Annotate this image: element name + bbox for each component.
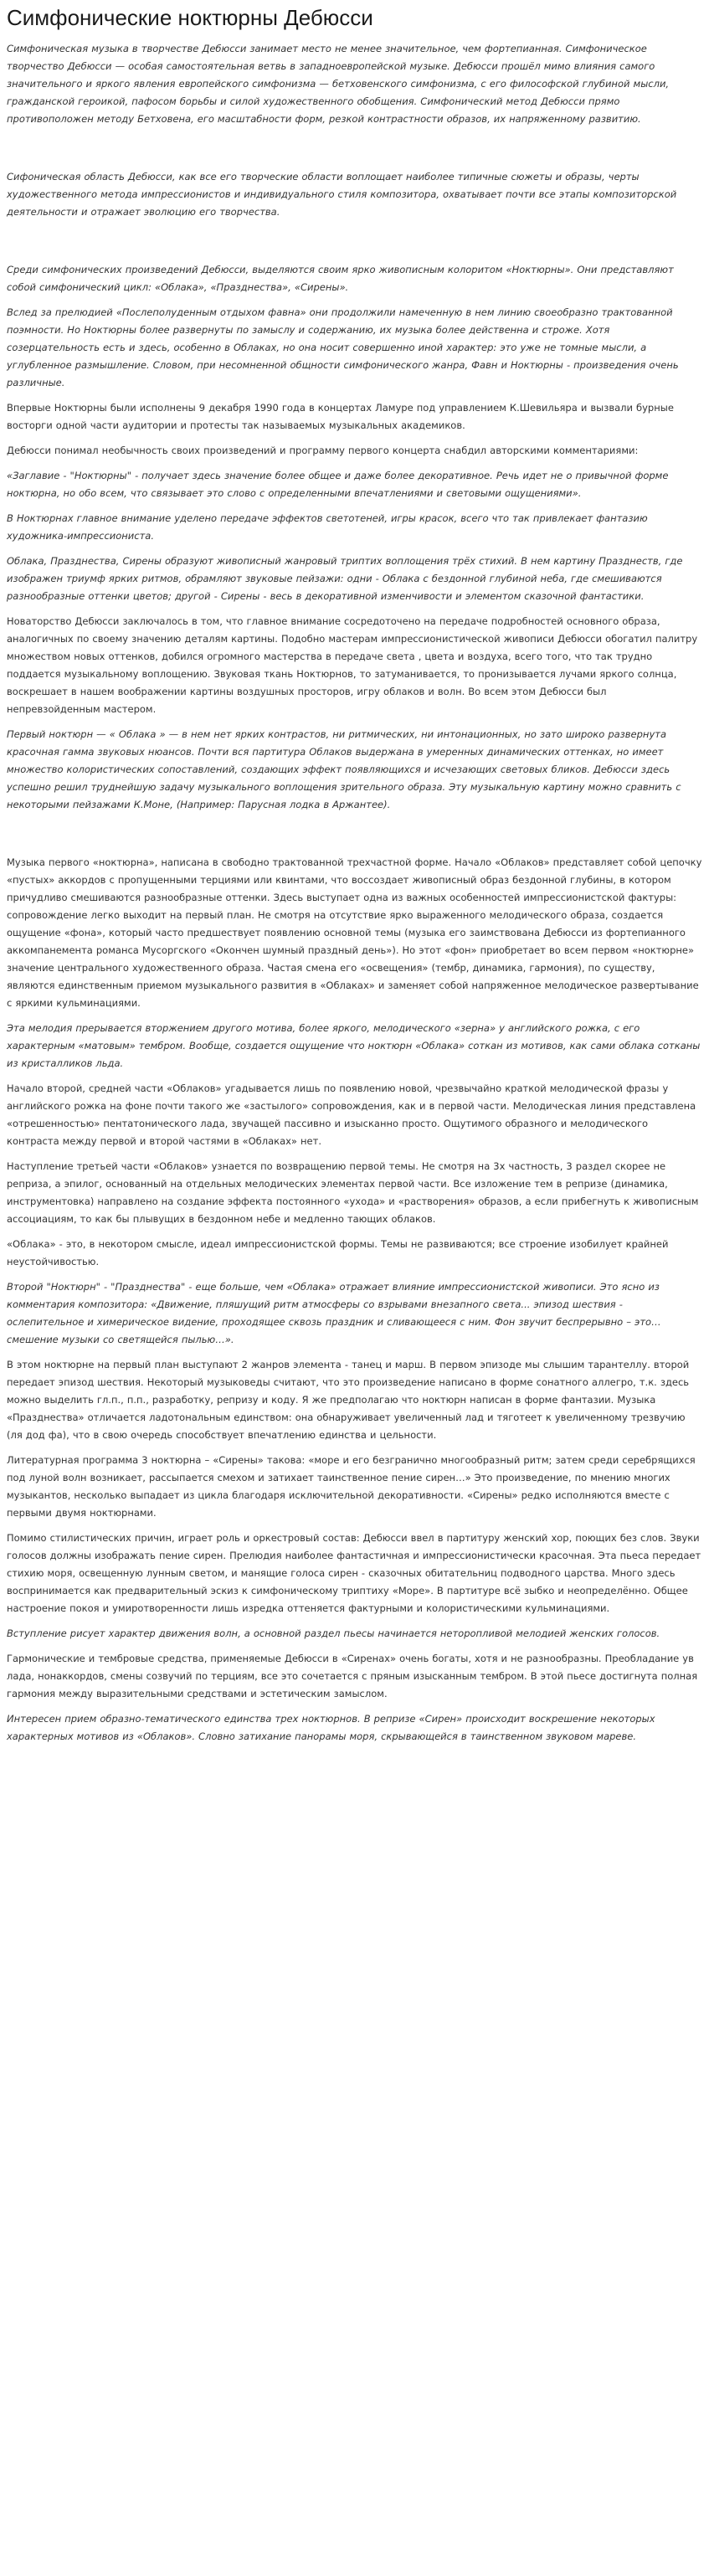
- article-paragraph: Среди симфонических произведений Дебюсси, выделяются своим ярко живописным колоритом «Ноктюрны». Они представляют собой симфонический цикл: «Облака», «Празднества», «Сирены».: [7, 264, 674, 293]
- article-paragraph: «Облака» - это, в некотором смысле, идеал импрессионистской формы. Темы не развиваются; все строение изобилует крайней неустойчивостью.: [7, 1238, 669, 1267]
- article-paragraph: Помимо стилистических причин, играет роль и оркестровый состав: Дебюсси ввел в партитуру женский хор, поющих без слов. Звуки голосов должны изображать пение сирен. Прелюдия наиболее фантастичная и импрессионистически красочная. Эта пьеса передает стихию моря, освещенную лунным светом, и манящие голоса сирен - сказочных обитательниц подводного царства. Много здесь воспринимается как предварительный эскиз к симфоническому триптиху «Море». В партитуре всё зыбко и неопределённо. Общее настроение покоя и умиротворенности лишь изредка оттеняется фактурными и колористическими кульминациями.: [7, 1532, 701, 1614]
- page-title: Симфонические ноктюрны Дебюсси: [7, 5, 373, 30]
- article-paragraph: Первый ноктюрн — « Облака » — в нем нет ярких контрастов, ни ритмических, ни интонационных, но зато широко развернута красочная гамма звуковых нюансов. Почти вся партитура Облаков выдержана в умеренных динамических оттенках, но имеет множество колористических сопоставлений, создающих эффект появляющихся и исчезающих световых бликов. Дебюсси здесь успешно решил труднейшую задачу музыкального воплощения зрительного образа. Эту музыкальную картину можно сравнить с некоторыми пейзажами К.Моне, (Например: Парусная лодка в Аржантее).: [7, 728, 681, 810]
- article-body: [7, 40, 702, 1746]
- article-paragraph: Симфоническая музыка в творчестве Дебюсси занимает место не менее значительное, чем фортепианная. Симфоническое творчество Дебюсси — особая самостоятельная ветвь в западноевропейской музыке. Дебюсси прошёл мимо влияния самого значительного и яркого явления европейского симфонизма — бетховенского симфонизма, с его философской глубиной мысли, гражданской героикой, пафосом борьбы и силой художественного обобщения. Симфонический метод Дебюсси прямо противоположен методу Бетховена, его масштабности форм, резкой контрастности образов, их напряженному развитию.: [7, 43, 670, 125]
- article-paragraph: Впервые Ноктюрны были исполнены 9 декабря 1990 года в концертах Ламуре под управлением К.Шевильяра и вызвали бурные восторги одной части аудитории и протесты так называемых музыкальных академиков.: [7, 402, 674, 431]
- article-paragraph: Вслед за прелюдией «Послеполуденным отдыхом фавна» они продолжили намеченную в нем линию своеобразно трактованной поэмности. Но Ноктюрны более развернуты по замыслу и содержанию, их музыка более действенна и строже. Хотя созерцательность есть и здесь, особенно в Облаках, но она носит совершенно иной характер: это уже не томные мысли, а углубленное размышление. Словом, при несомненной общности симфонического жанра, Фавн и Ноктюрны - произведения очень различные.: [7, 306, 679, 388]
- article-paragraph: «Заглавие - "Ноктюрны" - получает здесь значение более общее и даже более декоративное. Речь идет не о привычной форме ноктюрна, но обо всем, что связывает это слово с определенными впечатлениями и световыми ощущениями».: [7, 470, 669, 499]
- article-paragraph: Дебюсси понимал необычность своих произведений и программу первого концерта снабдил авторскими комментариями:: [7, 445, 639, 456]
- article-paragraph: Интересен прием образно-тематического единства трех ноктюрнов. В репризе «Сирен» происходит воскрешение некоторых характерных мотивов из «Облаков». Словно затихание панорамы моря, скрывающейся в таинственном звуковом мареве.: [7, 1713, 655, 1742]
- article-paragraph: Музыка первого «ноктюрна», написана в свободно трактованной трехчастной форме. Начало «Облаков» представляет собой цепочку «пустых» аккордов с пропущенными терциями или квинтами, что воссоздает живописный образ бездонной глубины, в котором причудливо смешиваются разнообразные оттенки. Здесь выступает одна из важных особенностей импрессионистской фактуры: сопровождение легко выходит на первый план. Не смотря на отсутствие ярко выраженного мелодического образа, создается ощущение «фона», который часто предшествует появлению основной темы (музыка его заимствована Дебюсси из фортепианного аккомпанемента романса Мусоргского «Окончен шумный праздный день»). Но этот «фон» приобретает во всем первом «ноктюрне» значение центрального художественного образа. Частая смена его «освещения» (тембр, динамика, гармония), по существу, являются единственным приемом музыкального развития в «Облаках» и заменяет собой напряженное мелодическое развертывание с яркими кульминациями.: [7, 856, 702, 1009]
- article-paragraph: Гармонические и тембровые средства, применяемые Дебюсси в «Сиренах» очень богаты, хотя и не разнообразны. Преобладание ув лада, нонаккордов, смены созвучий по терциям, все это сочетается с пряным изысканным тембром. В этой пьесе достигнута полная гармония между выразительными средствами и эстетическим замыслом.: [7, 1653, 698, 1699]
- article-paragraph: Начало второй, средней части «Облаков» угадывается лишь по появлению новой, чрезвычайно краткой мелодической фразы у английского рожка на фоне почти такого же «застылого» сопровождения, как и в первой части. Мелодическая линия представлена «отрешенностью» пентатонического лада, звучащей пассивно и изысканно просто. Ощутимого образного и мелодического контраста между первой и второй частями в «Облаках» нет.: [7, 1082, 696, 1147]
- article-paragraph: Наступление третьей части «Облаков» узнается по возвращению первой темы. Не смотря на 3х частность, 3 раздел скорее не реприза, а эпилог, основанный на отдельных мелодических элементах первой части. Все изложение тем в репризе (динамика, инструментовка) направлено на создание эффекта постоянного «ухода» и «растворения» образов, а если прибегнуть к живописным ассоциациям, то как бы плывущих в бездонном небе и медленно тающих облаков.: [7, 1160, 699, 1225]
- article-paragraph: Облака, Празднества, Сирены образуют живописный жанровый триптих воплощения трёх стихий. В нем картину Празднеств, где изображен триумф ярких ритмов, обрамляют звуковые пейзажи: одни - Облака с бездонной глубиной неба, где смешиваются разнообразные оттенки цветов; другой - Сирены - весь в декоративной изменчивости и элементом сказочной фантастики.: [7, 555, 683, 602]
- article-paragraph: Вступление рисует характер движения волн, а основной раздел пьесы начинается неторопливой мелодией женских голосов.: [7, 1627, 660, 1639]
- article-paragraph: Второй "Ноктюрн" - "Празднества" - еще больше, чем «Облака» отражает влияние импрессионистской живописи. Это ясно из комментария композитора: «Движение, пляшущий ритм атмосферы со взрывами внезапного света... эпизод шествия - ослепительное и химерическое видение, проходящее сквозь праздник и сливающееся с ним. Фон звучит беспрерывно – это… смешение музыки со светящейся пылью…».: [7, 1281, 661, 1345]
- article-paragraph: В этом ноктюрне на первый план выступают 2 жанров элемента - танец и марш. В первом эпизоде мы слышим тарантеллу. второй передает эпизод шествия. Некоторый музыковеды считают, что это произведение написано в форме сонатного аллегро, т.к. здесь можно выделить гл.п., п.п., разработку, репризу и коду. Я же предполагаю что ноктюрн написан в форме фантазии. Музыка «Празднества» отличается ладотональным единством: она обнаруживает увеличенный лад и тяготеет к увеличенному трезвучию (ля дод фа), что в свою очередь способствует впечатлению единства и цельности.: [7, 1359, 690, 1441]
- article-paragraph: Эта мелодия прерывается вторжением другого мотива, более яркого, мелодического «зерна» у английского рожка, с его характерным «матовым» тембром. Вообще, создается ощущение что ноктюрн «Облака» соткан из мотивов, как сами облака сотканы из кристалликов льда.: [7, 1022, 701, 1069]
- article-paragraph: Литературная программа 3 ноктюрна – «Сирены» такова: «море и его безгранично многообразный ритм; затем среди серебрящихся под луной волн возникает, рассыпается смехом и затихает таинственное пение сирен…» Это произведение, по мнению многих музыкантов, несколько выпадает из цикла благодаря исключительной декоративности. «Сирены» редко исполняются вместе с первыми двумя ноктюрнами.: [7, 1454, 696, 1519]
- article-paragraph: В Ноктюрнах главное внимание уделено передаче эффектов светотеней, игры красок, всего что так привлекает фантазию художника-импрессиониста.: [7, 512, 648, 542]
- article-paragraph: Сифоническая область Дебюсси, как все его творческие области воплощает наиболее типичные сюжеты и образы, черты художественного метода импрессионистов и индивидуального стиля композитора, охватывает почти все этапы композиторской деятельности и отражает эволюцию его творчества.: [7, 171, 677, 218]
- article-paragraph: Новаторство Дебюсси заключалось в том, что главное внимание сосредоточено на передаче подробностей основного образа, аналогичных по своему значению деталям картины. Подобно мастерам импрессионистической живописи Дебюсси обогатил палитру множеством новых оттенков, добился огромного мастерства в передаче света , цвета и воздуха, всего того, что так трудно поддается музыкальному воплощению. Звуковая ткань Ноктюрнов, то затуманивается, то пронизывается лучами яркого солнца, воскрешает в нашем воображении картины воздушных просторов, игру облаков и волн. Во всем этом Дебюсси был непревзойденным мастером.: [7, 615, 698, 715]
